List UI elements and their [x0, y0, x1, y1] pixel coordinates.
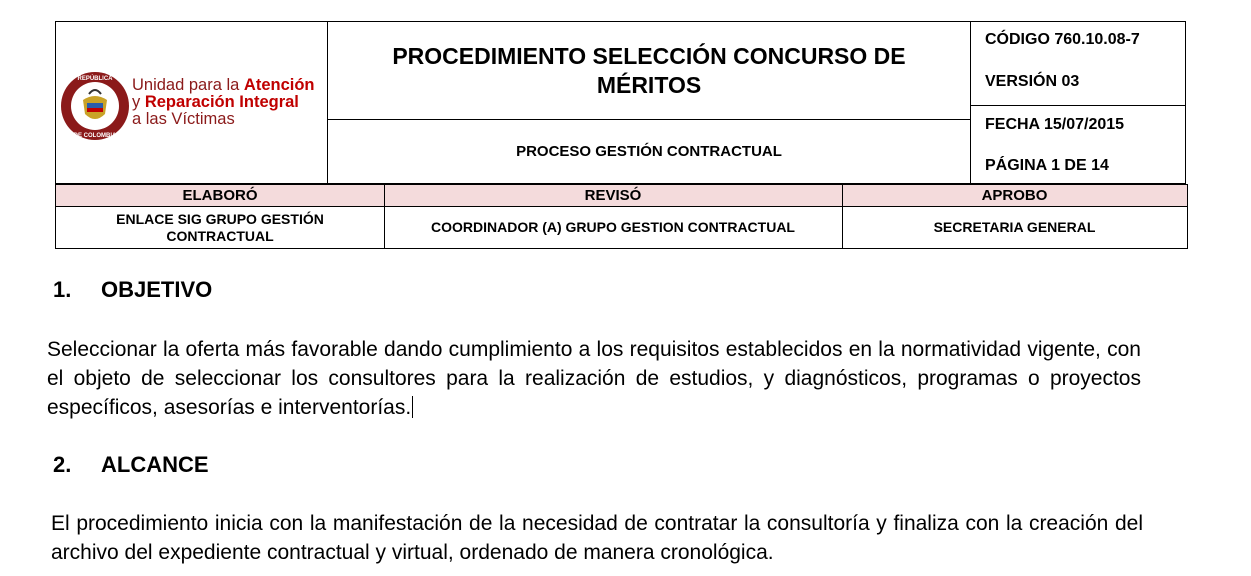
process-name: PROCESO GESTIÓN CONTRACTUAL	[516, 143, 782, 160]
section-heading-objetivo: 1. OBJETIVO	[53, 277, 213, 302]
text-cursor	[412, 396, 413, 418]
column-divider	[384, 185, 385, 248]
reviso-heading: REVISÓ	[384, 185, 842, 207]
logo-cell	[56, 22, 328, 183]
aprobo-heading: APROBO	[842, 185, 1187, 207]
objetivo-paragraph: Seleccionar la oferta más favorable dando cumplimiento a los requisitos establecidos en la normatividad vigente, con el objeto de seleccionar los consultores para la realización de estudios, y diagnósticos, programas o proyectos específicos, asesorías e interventorías.	[47, 338, 1141, 419]
elaboro-heading: ELABORÓ	[56, 185, 384, 207]
colombia-seal-icon	[59, 70, 131, 142]
column-divider	[842, 185, 843, 248]
approval-table	[55, 184, 1188, 249]
document-code: CÓDIGO 760.10.08-7	[985, 31, 1140, 48]
elaboro-value: ENLACE SIG GRUPO GESTIÓN CONTRACTUAL	[116, 210, 324, 244]
document-header	[55, 21, 1186, 184]
title-cell	[328, 22, 971, 183]
alcance-paragraph: El procedimiento inicia con la manifestación de la necesidad de contratar la consultoría y finaliza con la creación del archivo del expediente contractual y virtual, ordenado de manera cronológica.	[51, 512, 1143, 564]
svg-text:DE COLOMBIA: DE COLOMBIA	[73, 133, 117, 139]
document-date: FECHA 15/07/2015	[985, 116, 1125, 133]
document-title: PROCEDIMIENTO SELECCIÓN CONCURSO DE MÉRITOS	[328, 22, 970, 120]
section-heading-alcance: 2. ALCANCE	[53, 452, 209, 477]
document-page: PÁGINA 1 DE 14	[985, 157, 1109, 174]
reviso-value: COORDINADOR (A) GRUPO GESTION CONTRACTUAL	[431, 219, 795, 235]
aprobo-value: SECRETARIA GENERAL	[933, 219, 1096, 235]
svg-text:REPÚBLICA: REPÚBLICA	[77, 76, 113, 82]
info-divider	[971, 105, 1185, 106]
document-version: VERSIÓN 03	[985, 73, 1080, 90]
logo-wordmark: Unidad para la Atención y Reparación Integral a las Víctimas	[132, 76, 315, 128]
document-info	[971, 22, 1185, 183]
